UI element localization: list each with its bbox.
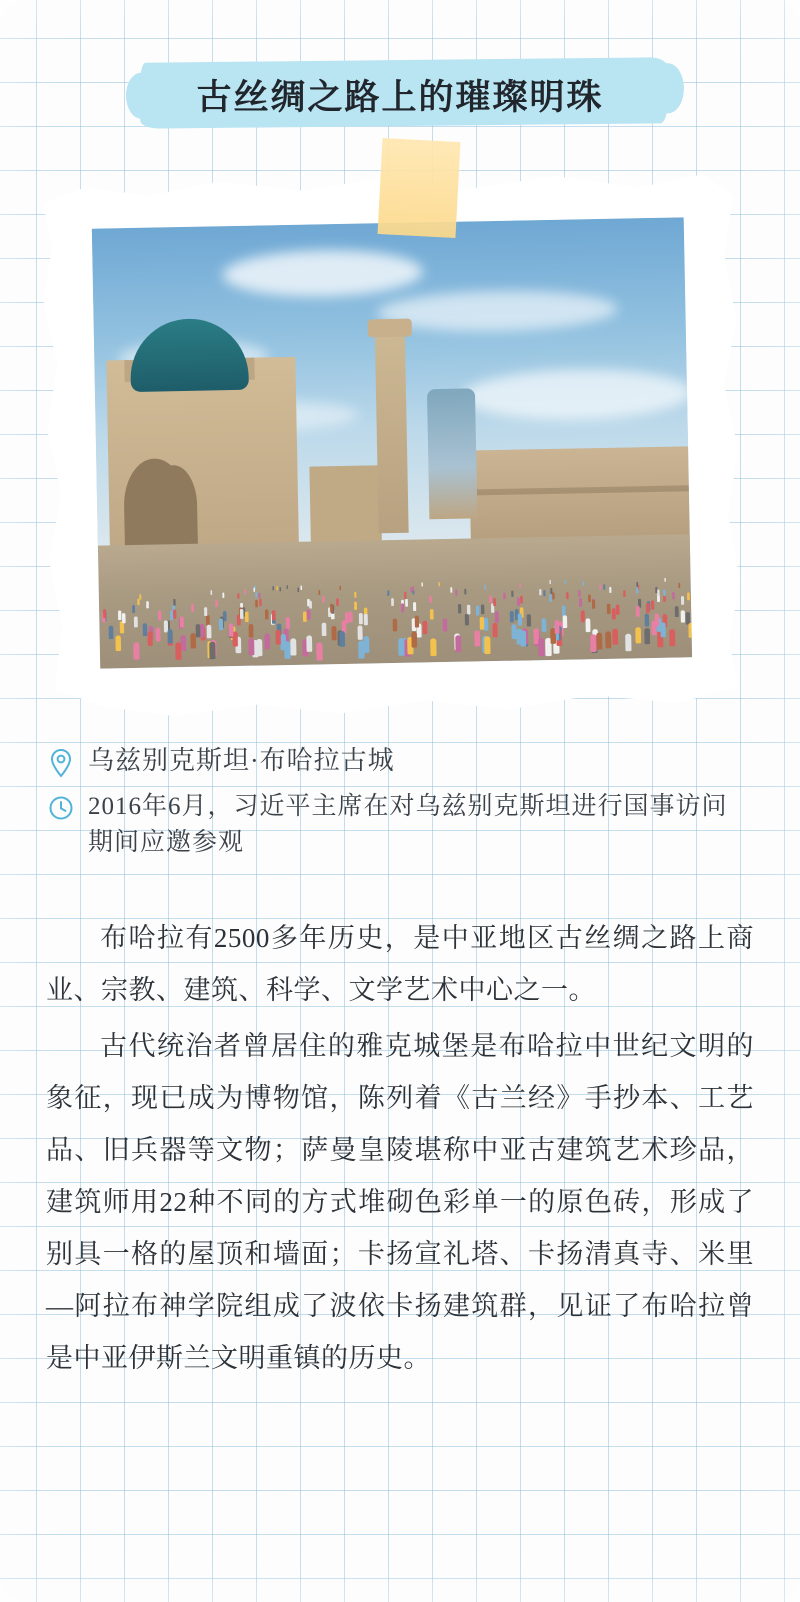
page-title: 古丝绸之路上的璀璨明珠 [196, 78, 604, 117]
tape-decoration [378, 138, 461, 238]
article-body [46, 912, 754, 1388]
meta-row-location [48, 742, 752, 783]
meta-row-time [48, 789, 752, 861]
meta-block [48, 742, 752, 867]
photo-bukhara-old-city [92, 217, 692, 668]
photo-frame [37, 168, 747, 721]
clock-icon [48, 789, 88, 826]
meta-time-text: 2016年6月，习近平主席在对乌兹别克斯坦进行国事访问期间应邀参观 [88, 793, 728, 856]
title-banner [0, 52, 800, 136]
kalyan-minaret [375, 333, 409, 534]
crowd [98, 552, 692, 669]
paragraph: 布哈拉有2500多年历史，是中亚地区古丝绸之路上商业、宗教、建筑、科学、文学艺术中心之一。 [46, 923, 754, 1005]
location-pin-icon [48, 742, 88, 783]
tiled-tower [426, 389, 476, 520]
meta-location-text: 乌兹别克斯坦·布哈拉古城 [88, 746, 395, 775]
paragraph: 古代统治者曾居住的雅克城堡是布哈拉中世纪文明的象征，现已成为博物馆，陈列着《古兰经》手抄本、工艺品、旧兵器等文物；萨曼皇陵堪称中亚古建筑艺术珍品，建筑师用22种不同的方式堆砌色彩单一的原色砖，形成了别具一格的屋顶和墙面；卡扬宣礼塔、卡扬清真寺、米里—阿拉布神学院组成了波依卡扬建筑群，见证了布哈拉曾是中亚伊斯兰文明重镇的历史。 [46, 1031, 754, 1373]
